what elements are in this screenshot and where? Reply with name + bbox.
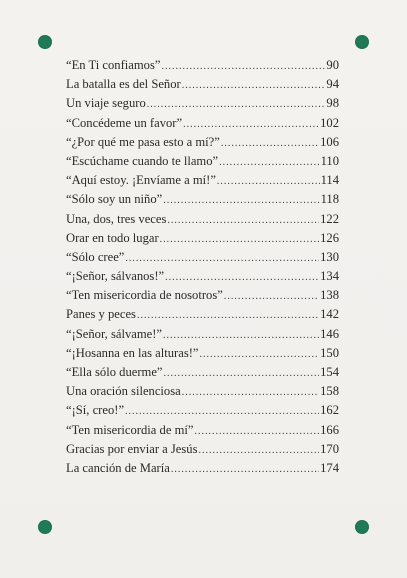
table-of-contents: [66, 56, 339, 478]
toc-entry-page: 166: [320, 422, 339, 437]
toc-entry-title: “Ten misericordia de nosotros”: [66, 288, 223, 303]
toc-entry-page: 118: [320, 192, 339, 207]
toc-entry: [66, 440, 339, 459]
toc-entry: [66, 114, 339, 133]
toc-entry-page: 114: [320, 173, 339, 188]
toc-entry-page: 122: [320, 211, 339, 226]
leader-dots: [194, 422, 319, 441]
toc-entry-title: “¡Señor, sálvanos!”: [66, 269, 165, 284]
toc-entry-page: 142: [320, 307, 339, 322]
toc-entry-page: 130: [320, 249, 339, 264]
toc-entry: [66, 344, 339, 363]
toc-entry-page: 94: [326, 77, 339, 92]
toc-entry: [66, 75, 339, 94]
leader-dots: [125, 249, 319, 268]
toc-entry-title: La batalla es del Señor: [66, 77, 181, 92]
toc-entry-title: “¡Sí, creo!”: [66, 403, 125, 418]
toc-entry-page: 162: [320, 403, 339, 418]
leader-dots: [200, 345, 320, 364]
toc-entry-title: Orar en todo lugar: [66, 230, 159, 245]
toc-entry: [66, 210, 339, 229]
toc-entry-page: 110: [320, 153, 339, 168]
toc-entry-page: 170: [320, 441, 339, 456]
toc-entry-title: “¡Señor, sálvame!”: [66, 326, 163, 341]
toc-entry-title: Una oración silenciosa: [66, 384, 181, 399]
corner-dot-bottom-right: [355, 520, 369, 534]
corner-dot-bottom-left: [38, 520, 52, 534]
leader-dots: [163, 191, 319, 210]
toc-entry-title: “Concédeme un favor”: [66, 115, 183, 130]
toc-entry-page: 150: [320, 345, 339, 360]
toc-entry-page: 98: [326, 96, 339, 111]
toc-entry: [66, 190, 339, 209]
toc-entry-title: “Sólo soy un niño”: [66, 192, 163, 207]
leader-dots: [219, 153, 319, 172]
leader-dots: [217, 172, 320, 191]
toc-entry: [66, 305, 339, 324]
leader-dots: [224, 287, 319, 306]
toc-entry-title: “Escúchame cuando te llamo”: [66, 153, 219, 168]
leader-dots: [137, 306, 319, 325]
leader-dots: [160, 230, 319, 249]
toc-entry-page: 158: [320, 384, 339, 399]
toc-entry: [66, 267, 339, 286]
toc-entry-page: 106: [320, 134, 339, 149]
toc-entry-title: Una, dos, tres veces: [66, 211, 167, 226]
leader-dots: [125, 402, 319, 421]
toc-entry-title: “Ella sólo duerme”: [66, 365, 163, 379]
leader-dots: [221, 134, 319, 153]
toc-entry: [66, 401, 339, 420]
toc-entry-title: Un viaje seguro: [66, 96, 146, 111]
toc-entry-title: “Ten misericordia de mí”: [66, 422, 194, 437]
toc-entry: [66, 229, 339, 248]
leader-dots: [161, 57, 325, 76]
toc-entry-page: 134: [320, 269, 339, 284]
leader-dots: [182, 76, 326, 95]
toc-entry-page: 146: [320, 326, 339, 341]
toc-entry-page: 154: [320, 365, 339, 379]
leader-dots: [165, 268, 319, 287]
corner-dot-top-right: [355, 35, 369, 49]
toc-entry: [66, 56, 339, 75]
toc-entry: [66, 152, 339, 171]
toc-entry: [66, 171, 339, 190]
toc-entry-title: Gracias por enviar a Jesús: [66, 441, 198, 456]
toc-entry-title: “Aquí estoy. ¡Envíame a mí!”: [66, 173, 216, 188]
toc-entry: [66, 421, 339, 440]
toc-entry-title: “En Ti confiamos”: [66, 58, 161, 72]
toc-entry-title: La canción de María: [66, 460, 170, 475]
leader-dots: [164, 364, 320, 383]
toc-entry-title: “¡Hosanna en las alturas!”: [66, 345, 199, 360]
toc-entry: [66, 325, 339, 344]
leader-dots: [167, 211, 319, 230]
toc-entry-page: 102: [320, 115, 339, 130]
leader-dots: [163, 326, 319, 345]
toc-entry-title: Panes y peces: [66, 307, 136, 322]
toc-entry: [66, 94, 339, 113]
toc-entry-page: 174: [320, 460, 339, 475]
toc-entry: [66, 382, 339, 401]
toc-entry-page: 90: [326, 58, 339, 72]
toc-entry-page: 126: [320, 230, 339, 245]
corner-dot-top-left: [38, 35, 52, 49]
toc-entry-title: “¿Por qué me pasa esto a mí?”: [66, 134, 220, 149]
toc-entry: [66, 363, 339, 382]
leader-dots: [171, 460, 319, 479]
toc-entry-title: “Sólo cree”: [66, 249, 125, 264]
toc-entry-page: 138: [320, 288, 339, 303]
leader-dots: [147, 95, 326, 114]
toc-entry: [66, 248, 339, 267]
leader-dots: [183, 115, 319, 134]
leader-dots: [182, 383, 319, 402]
toc-entry: [66, 286, 339, 305]
leader-dots: [198, 441, 319, 460]
toc-entry: [66, 459, 339, 478]
toc-entry: [66, 133, 339, 152]
